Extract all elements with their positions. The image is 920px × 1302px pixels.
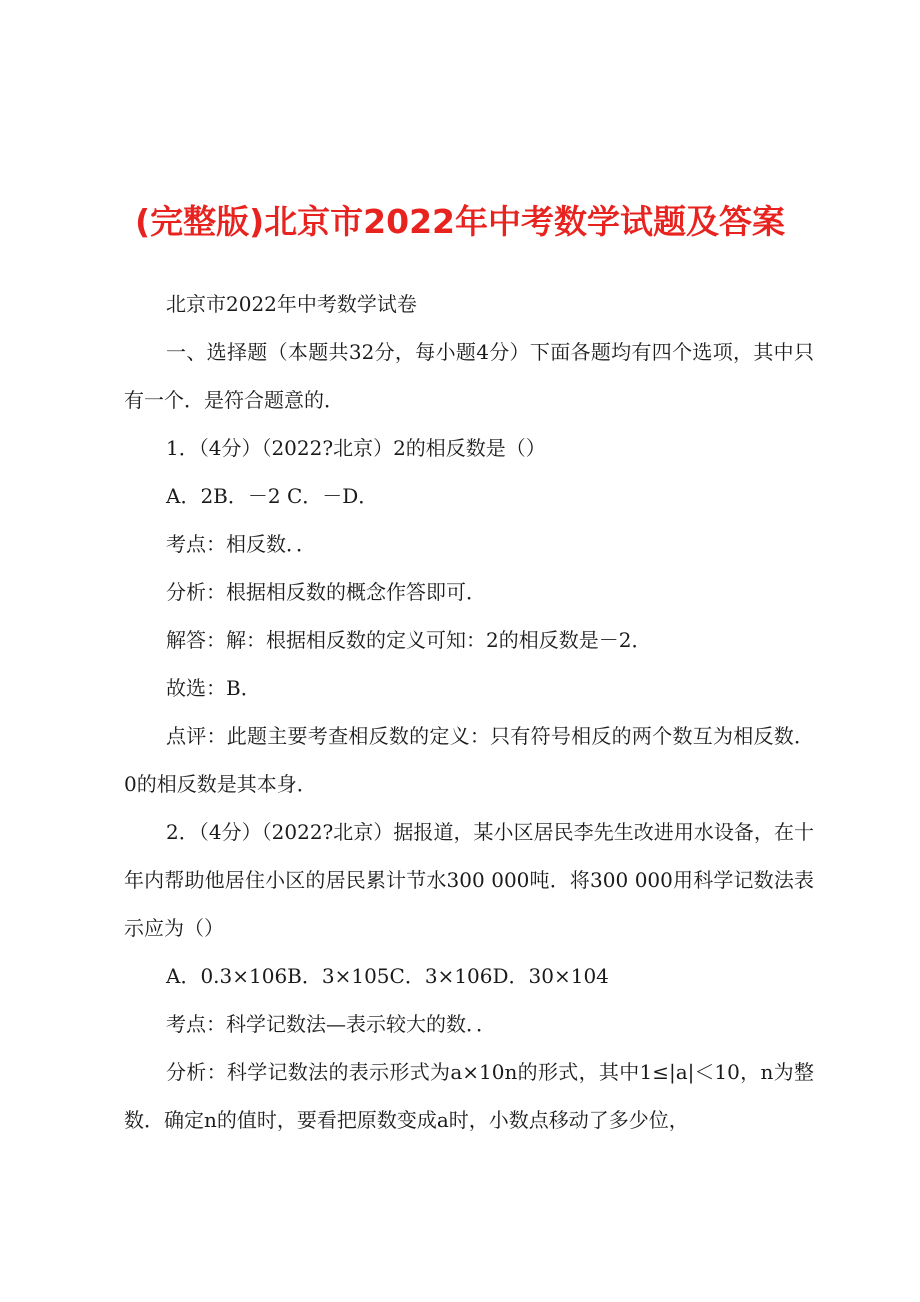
paragraph-q1-choice: 故选：B． (166, 676, 261, 700)
document-body (124, 280, 814, 1144)
paragraph-q2-analysis: 分析：科学记数法的表示形式为a×10n的形式，其中1≤|a|＜10，n为整数．确定n的值时，要看把原数变成a时，小数点移动了多少位， (124, 1060, 814, 1132)
paragraph-q1-analysis: 分析：根据相反数的概念作答即可． (166, 580, 486, 604)
paragraph-q1-options: A．2B．－2 C．－D． (166, 484, 379, 508)
paragraph-question-2: 2．（4分）（2022?北京）据报道，某小区居民李先生改进用水设备，在十年内帮助他居住小区的居民累计节水300 000吨．将300 000用科学记数法表示应为（） (124, 820, 814, 940)
paragraph-question-1: 1．（4分）（2022?北京）2的相反数是（） (166, 436, 546, 460)
paragraph-exam-name: 北京市2022年中考数学试卷 (166, 292, 417, 316)
paragraph-q1-comment: 点评：此题主要考查相反数的定义：只有符号相反的两个数互为相反数．0的相反数是其本身． (124, 724, 814, 796)
document-title: (完整版)北京市2022年中考数学试题及答案 (134, 202, 785, 241)
paragraph-q2-topic: 考点：科学记数法—表示较大的数．． (166, 1012, 496, 1036)
paragraph-q1-solution: 解答：解：根据相反数的定义可知：2的相反数是－2． (166, 628, 652, 652)
paragraph-q1-topic: 考点：相反数．． (166, 532, 316, 556)
paragraph-section-heading: 一、选择题（本题共32分，每小题4分）下面各题均有四个选项，其中只有一个．是符合题意的． (124, 340, 814, 412)
paragraph-q2-options: A．0.3×106B．3×105C．3×106D．30×104 (166, 964, 609, 988)
